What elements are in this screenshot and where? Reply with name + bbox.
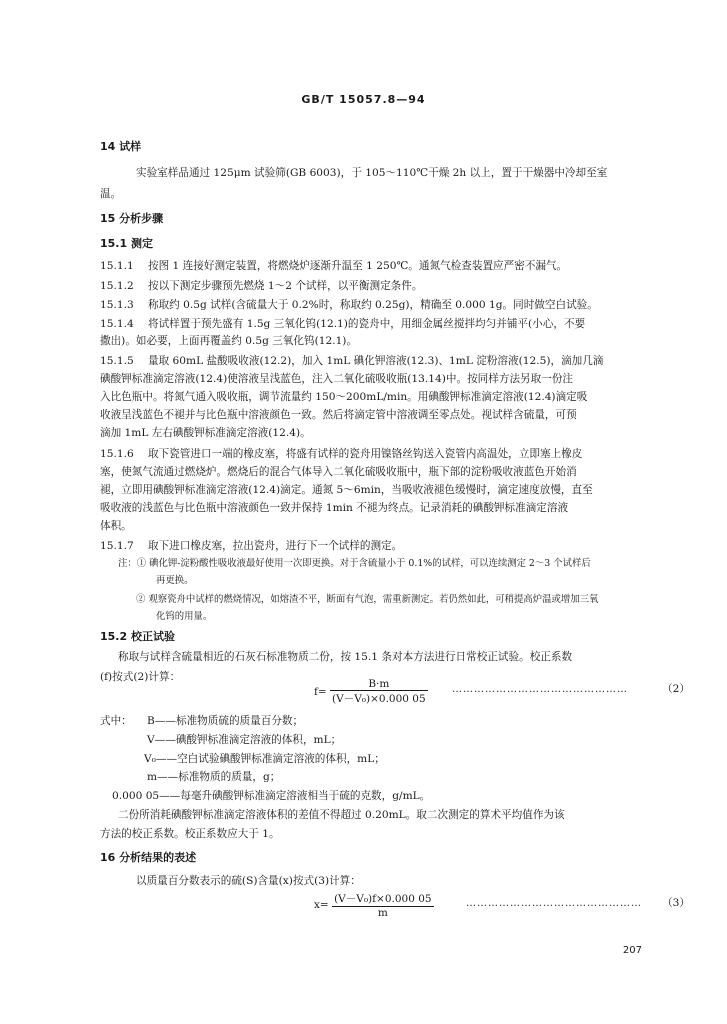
- clause-text: 按以下测定步骤预先燃烧 1～2 个试样，以平衡测定条件。: [148, 280, 423, 292]
- formula-3-number: （3）: [662, 897, 690, 909]
- section-14-text-cont: 温。: [100, 188, 122, 200]
- formula-2-number: （2）: [662, 683, 690, 695]
- where-constant: 0.000 05——每毫升碘酸钾标准滴定溶液相当于硫的克数，g/mL。: [112, 790, 431, 802]
- clause-15-1-5-l2: 碘酸钾标准滴定溶液(12.4)使溶液呈浅蓝色，注入二氧化硫吸收瓶(13.14)中。按同样方法另取一份注: [100, 373, 574, 385]
- note-1: 注：① 碘化钾-淀粉酸性吸收液最好使用一次即更换。对于含硫量小于 0.1%的试样，可以连续测定 2～3 个试样后: [118, 558, 591, 569]
- clause-text: 取下进口橡皮塞，拉出瓷舟，进行下一个试样的测定。: [148, 540, 403, 552]
- formula-3: [314, 891, 434, 919]
- clause-number: 15.1.1: [100, 260, 134, 272]
- clause-15-1-5: [100, 354, 603, 368]
- clause-15-1-2: [100, 279, 422, 293]
- section-15-2-text-cont: (f)按式(2)计算：: [100, 671, 181, 683]
- formula-fraction: [330, 678, 428, 706]
- clause-text: 量取 60mL 盐酸吸收液(12.2)，加入 1mL 碘化钾溶液(12.3)、1mL 淀粉溶液(12.5)，滴加几滴: [148, 355, 604, 367]
- section-15-2-title: 15.2 校正试验: [100, 630, 175, 643]
- clause-15-1-6: [100, 447, 582, 461]
- page-number: 207: [622, 945, 642, 956]
- clause-number: 15.1.3: [100, 299, 134, 311]
- formula-2: [314, 678, 428, 706]
- clause-number: 15.1.5: [100, 355, 134, 367]
- clause-text: 将试样置于预先盛有 1.5g 三氧化钨(12.1)的瓷舟中，用细金属丝搅拌均匀并铺平(小心，不要: [148, 318, 586, 330]
- clause-15-1-3: [100, 298, 598, 312]
- note-2: ② 观察瓷舟中试样的燃烧情况，如熔渣不平，断面有气泡，需重新测定。若仍然如此，可稍提高炉温或增加三氧: [136, 594, 599, 605]
- where-m: m——标准物质的质量，g；: [147, 771, 281, 783]
- paragraph-calibration-cont: 方法的校正系数。校正系数应大于 1。: [100, 828, 280, 840]
- section-15-title: 15 分析步骤: [100, 212, 164, 225]
- note-1-cont: 再更换。: [156, 575, 194, 586]
- clause-15-1-4-cont: 撒出)。如必要，上面再覆盖约 0.5g 三氧化钨(12.1)。: [100, 335, 358, 347]
- formula-numerator: B·m: [330, 678, 428, 691]
- section-16-text: 以质量百分数表示的硫(S)含量(x)按式(3)计算：: [136, 875, 361, 887]
- section-14-title: 14 试样: [100, 140, 142, 153]
- clause-15-1-7: [100, 539, 402, 553]
- clause-number: 15.1.7: [100, 540, 134, 552]
- clause-text: 称取约 0.5g 试样(含硫量大于 0.2%时，称取约 0.25g)，精确至 0.000 1g。同时做空白试验。: [148, 299, 598, 311]
- formula-3-leader: …………………………………………: [466, 898, 642, 909]
- section-15-2-text: 称取与试样含硫量相近的石灰石标准物质二份，按 15.1 条对本方法进行日常校正试验。校正系数: [118, 651, 573, 663]
- formula-denominator: (V－V₀)×0.000 05: [332, 693, 426, 705]
- clause-15-1-6-l3: 褪，立即用碘酸钾标准滴定溶液(12.4)滴定。通氮 5～6min，当吸收液褪色缓慢时，滴定速度放慢，直至: [100, 484, 593, 496]
- formula-fraction: [332, 891, 434, 919]
- formula-denominator: m: [377, 907, 388, 919]
- clause-text: 按图 1 连接好测定装置，将燃烧炉逐渐升温至 1 250℃。通氮气检查装置应严密不漏气。: [148, 260, 568, 272]
- section-14-text: 实验室样品通过 125μm 试验筛(GB 6003)，于 105～110℃干燥 2h 以上，置于干燥器中冷却至室: [136, 167, 608, 179]
- section-16-title: 16 分析结果的表述: [100, 851, 197, 864]
- paragraph-calibration: 二份所消耗碘酸钾标准滴定溶液体积的差值不得超过 0.20mL。取二次测定的算术平均值作为该: [118, 809, 565, 821]
- section-15-1-title: 15.1 测定: [100, 237, 153, 250]
- clause-15-1-5-l5: 滴加 1mL 左右碘酸钾标准滴定溶液(12.4)。: [100, 427, 311, 439]
- clause-15-1-6-l5: 体积。: [100, 520, 132, 532]
- note-2-cont: 化钨的用量。: [156, 611, 213, 622]
- formula-2-leader: …………………………………………: [452, 684, 628, 695]
- where-intro: 式中：: [100, 715, 132, 727]
- standard-header: GB/T 15057.8—94: [301, 93, 426, 106]
- where-V0: V₀——空白试验碘酸钾标准滴定溶液的体积，mL；: [144, 753, 385, 765]
- formula-numerator: (V－V₀)f×0.000 05: [334, 893, 432, 905]
- clause-number: 15.1.6: [100, 448, 134, 460]
- clause-15-1-1: [100, 259, 567, 273]
- clause-15-1-4: [100, 317, 585, 331]
- clause-15-1-6-l4: 吸收液的浅蓝色与比色瓶中溶液颜色一致并保持 1min 不褪为终点。记录消耗的碘酸钾标准滴定溶液: [100, 502, 569, 514]
- clause-15-1-6-l2: 塞，使氮气流通过燃烧炉。燃烧后的混合气体导入二氧化硫吸收瓶中，瓶下部的淀粉吸收液蓝色开始消: [100, 466, 577, 478]
- formula-lhs: x=: [314, 899, 329, 911]
- formula-lhs: f=: [314, 686, 327, 698]
- clause-text: 取下瓷管进口一端的橡皮塞，将盛有试样的瓷舟用镍铬丝钩送入瓷管内高温处，立即塞上橡皮: [148, 448, 583, 460]
- where-B: B——标准物质硫的质量百分数；: [147, 715, 304, 727]
- clause-number: 15.1.4: [100, 318, 134, 330]
- where-V: V——碘酸钾标准滴定溶液的体积，mL；: [147, 734, 342, 746]
- clause-15-1-5-l3: 入比色瓶中。将氮气通入吸收瓶，调节流量约 150～200mL/min。用碘酸钾标准滴定溶液(12.4)滴定吸: [100, 391, 588, 403]
- clause-15-1-5-l4: 收液呈浅蓝色不褪并与比色瓶中溶液颜色一致。然后将滴定管中溶液调至零点处。视试样含硫量，可预: [100, 409, 577, 421]
- clause-number: 15.1.2: [100, 280, 134, 292]
